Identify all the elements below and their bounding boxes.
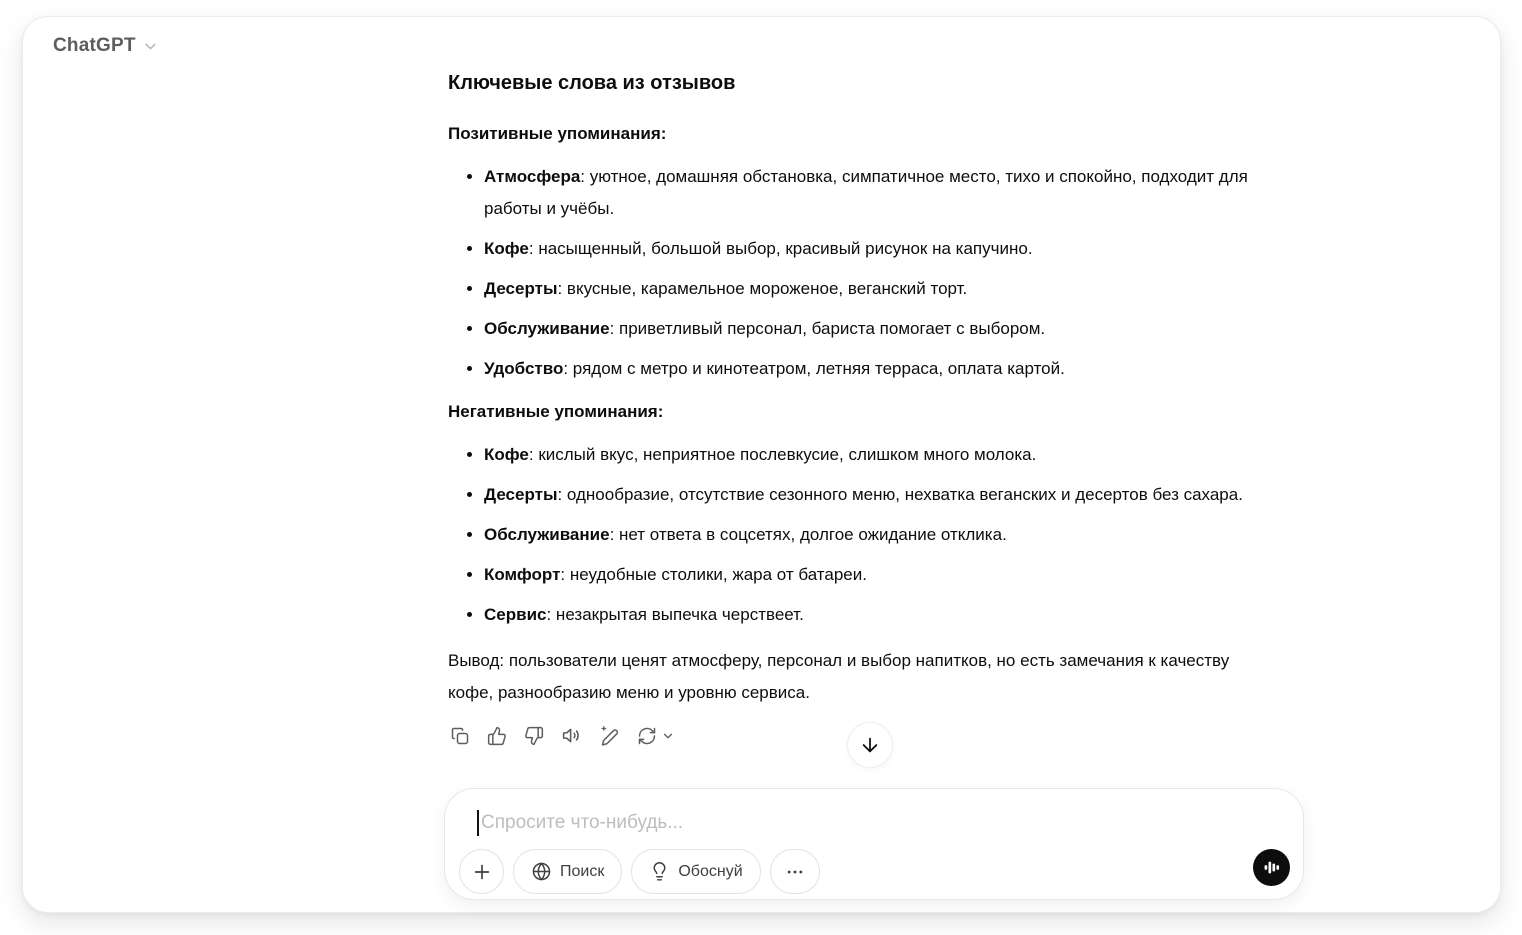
- list-item: [484, 161, 1280, 225]
- edit-pencil-sparkle-icon: [599, 725, 620, 746]
- app-title: ChatGPT: [53, 35, 136, 56]
- lightbulb-icon: [649, 861, 670, 882]
- chevron-down-icon: [142, 38, 159, 55]
- list-item: [484, 273, 1280, 305]
- thumbs-down-button[interactable]: [522, 724, 546, 748]
- message-title: Ключевые слова из отзывов: [448, 72, 736, 94]
- item-term: Обслуживание: [484, 525, 610, 544]
- refresh-icon: [637, 726, 657, 746]
- item-text: : насыщенный, большой выбор, красивый рисунок на капучино.: [528, 239, 1033, 258]
- item-text: : уютное, домашняя обстановка, симпатичное место, тихо и спокойно, подходит для работы и учёбы.: [484, 167, 1248, 218]
- voice-mode-button[interactable]: [1253, 849, 1290, 886]
- item-term: Сервис: [484, 605, 547, 624]
- list-item: [484, 233, 1280, 265]
- text-cursor: [477, 810, 479, 836]
- item-text: : неудобные столики, жара от батареи.: [560, 565, 867, 584]
- item-term: Комфорт: [484, 565, 561, 584]
- search-label: Поиск: [560, 862, 605, 880]
- composer-toolbar: [459, 849, 1289, 894]
- composer: [444, 788, 1304, 900]
- section-label-text: Позитивные упоминания: [448, 124, 661, 143]
- speaker-icon: [561, 725, 582, 746]
- list-item: [484, 353, 1280, 385]
- attach-button[interactable]: [459, 849, 504, 894]
- list-item: [484, 313, 1280, 345]
- item-term: Кофе: [484, 445, 529, 464]
- assistant-message: [448, 69, 1280, 748]
- item-term: Обслуживание: [484, 319, 610, 338]
- scroll-to-bottom-button[interactable]: [847, 722, 893, 768]
- search-toggle[interactable]: [513, 849, 622, 894]
- item-text: : кислый вкус, неприятное послевкусие, слишком много молока.: [528, 445, 1037, 464]
- regenerate-group: [635, 724, 675, 748]
- thumbs-up-icon: [487, 726, 507, 746]
- list-item: [484, 599, 1280, 631]
- regenerate-button[interactable]: [635, 724, 659, 748]
- section-label-text: Негативные упоминания: [448, 402, 658, 421]
- item-term: Атмосфера: [484, 167, 581, 186]
- item-term: Удобство: [484, 359, 564, 378]
- edit-canvas-button[interactable]: [597, 723, 622, 748]
- negative-list: [448, 439, 1280, 631]
- item-text: : нет ответа в соцсетях, долгое ожидание отклика.: [609, 525, 1007, 544]
- read-aloud-button[interactable]: [559, 723, 584, 748]
- chevron-down-icon[interactable]: [661, 729, 675, 743]
- copy-button[interactable]: [448, 724, 472, 748]
- section-label-colon: :: [660, 124, 667, 143]
- list-item: [484, 439, 1280, 471]
- chat-window: [22, 16, 1501, 913]
- reason-toggle[interactable]: [631, 849, 760, 894]
- ellipsis-icon: [785, 862, 805, 882]
- item-text: : вкусные, карамельное мороженое, веганский торт.: [557, 279, 968, 298]
- item-term: Десерты: [484, 279, 558, 298]
- item-term: Кофе: [484, 239, 529, 258]
- plus-icon: [471, 861, 493, 883]
- globe-icon: [531, 861, 552, 882]
- model-switcher[interactable]: [53, 35, 159, 57]
- arrow-down-icon: [859, 734, 881, 756]
- reason-label: Обоснуй: [678, 862, 743, 880]
- item-text: : незакрытая выпечка черствеет.: [546, 605, 804, 624]
- conclusion-paragraph: Вывод: пользователи ценят атмосферу, персонал и выбор напитков, но есть замечания к качеству кофе, разнообразию меню и уровню сервиса.: [448, 651, 1230, 702]
- positive-list: [448, 161, 1280, 385]
- prompt-input[interactable]: [459, 807, 1289, 839]
- section-label-colon: :: [657, 402, 664, 421]
- voice-waveform-icon: [1262, 858, 1281, 877]
- item-term: Десерты: [484, 485, 558, 504]
- item-text: : приветливый персонал, бариста помогает с выбором.: [609, 319, 1046, 338]
- thumbs-down-icon: [524, 726, 544, 746]
- prompt-placeholder: Спросите что-нибудь...: [481, 812, 684, 833]
- section-label-negative: [448, 399, 1280, 425]
- list-item: [484, 519, 1280, 551]
- list-item: [484, 559, 1280, 591]
- section-label-positive: [448, 121, 1280, 147]
- copy-icon: [450, 726, 470, 746]
- more-tools-button[interactable]: [770, 849, 820, 894]
- thumbs-up-button[interactable]: [485, 724, 509, 748]
- item-text: : рядом с метро и кинотеатром, летняя терраса, оплата картой.: [563, 359, 1065, 378]
- list-item: [484, 479, 1280, 511]
- item-text: : однообразие, отсутствие сезонного меню, нехватка веганских и десертов без сахара.: [557, 485, 1243, 504]
